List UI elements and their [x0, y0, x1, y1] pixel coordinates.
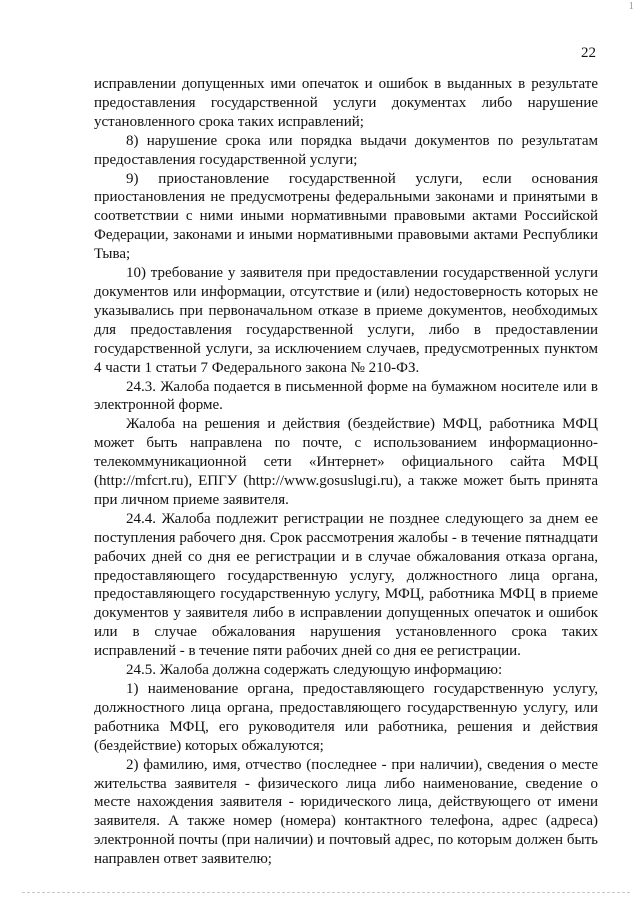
corner-mark: 1: [628, 0, 634, 12]
paragraph-24-4: 24.4. Жалоба подлежит регистрации не позднее следующего за днем ее поступления рабочего дня. Срок рассмотрения жалобы - в течение пятнадцати рабочих дней со дня ее регистрации и в случае обжалования отказа органа, предоставляющего государственную услугу, должностного лица органа, предоставляющего государственную услугу, МФЦ, работника МФЦ в приеме документов у заявителя либо в исправлении допущенных опечаток и ошибок или в случае обжалования нарушения установленного срока таких исправлений - в течение пяти рабочих дней со дня ее регистрации.: [94, 510, 598, 660]
paragraph-item-10: 10) требование у заявителя при предоставлении государственной услуги документов или информации, отсутствие и (или) недостоверность которых не указывались при первоначальном отказе в приеме документов, необходимых для предоставления государственной услуги, либо в предоставлении государственной услуги, за исключением случаев, предусмотренных пунктом 4 части 1 статьи 7 Федерального закона № 210-ФЗ.: [94, 265, 598, 376]
paragraph-continuation: исправлении допущенных ими опечаток и ошибок в выданных в результате предоставления государственной услуги документах либо нарушение установленного срока таких исправлений;: [94, 76, 598, 130]
paragraph-item-8: 8) нарушение срока или порядка выдачи документов по результатам предоставления государственной услуги;: [94, 132, 598, 168]
page-bottom-edge: [22, 892, 630, 893]
paragraph-item-9: 9) приостановление государственной услуги, если основания приостановления не предусмотрены федеральными законами и принятыми в соответствии с ними иными нормативными правовыми актами Российской Федерации, законами и иными нормативными правовыми актами Республики Тыва;: [94, 170, 598, 263]
document-body: [94, 75, 598, 869]
paragraph-complaint-mfc: Жалоба на решения и действия (бездействие) МФЦ, работника МФЦ может быть направлена по почте, с использованием информационно-телекоммуникационной сети «Интернет» официального сайта МФЦ (http://mfcrt.ru), ЕПГУ (http://www.gosuslugi.ru), а также может быть принята при личном приеме заявителя.: [94, 416, 598, 508]
paragraph-24-5: 24.5. Жалоба должна содержать следующую информацию:: [126, 662, 503, 679]
paragraph-24-5-item-1: 1) наименование органа, предоставляющего государственную услугу, должностного лица органа, предоставляющего государственную услугу, или работника МФЦ, его руководителя или работника, решения и действия (бездействие) которых обжалуются;: [94, 681, 598, 754]
paragraph-24-5-item-2: 2) фамилию, имя, отчество (последнее - при наличии), сведения о месте жительства заявителя - физического лица либо наименование, сведение о месте нахождения заявителя - юридического лица, действующего от имени заявителя. А также номер (номера) контактного телефона, адрес (адреса) электронной почты (при наличии) и почтовый адрес, по которым должен быть направлен ответ заявителю;: [94, 756, 598, 868]
page-number: 22: [581, 45, 596, 61]
paragraph-24-3: 24.3. Жалоба подается в письменной форме на бумажном носителе или в электронной форме.: [94, 378, 598, 414]
